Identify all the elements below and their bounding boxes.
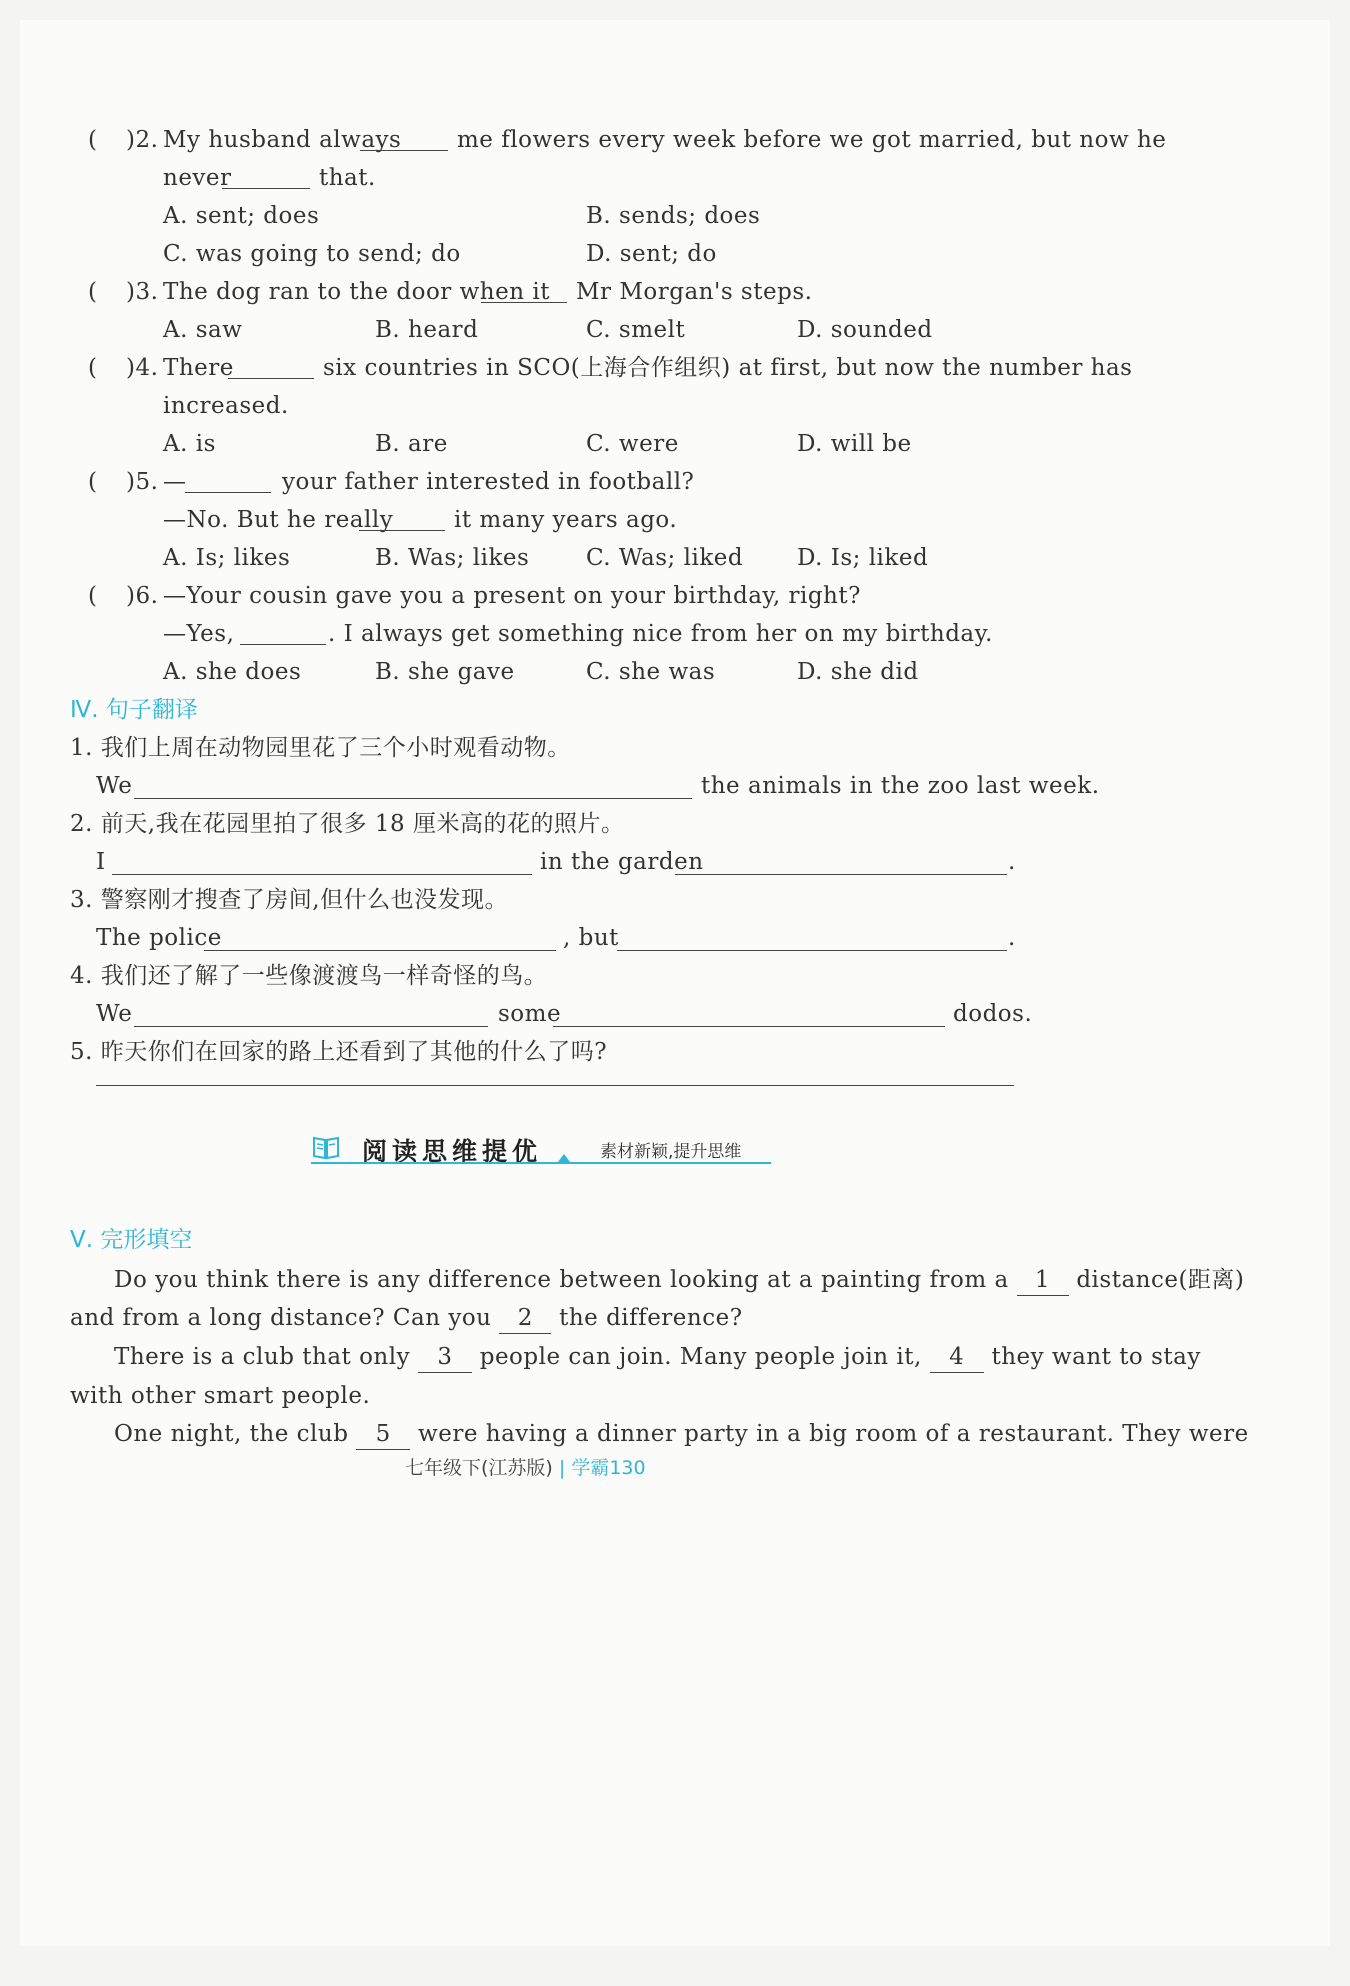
translation-text: , but xyxy=(563,925,619,951)
translation-prompt: 1. 我们上周在动物园里花了三个小时观看动物。 xyxy=(70,735,571,761)
answer-paren: ( xyxy=(88,469,97,495)
option-a[interactable]: A. saw xyxy=(163,317,243,343)
answer-blank[interactable] xyxy=(481,280,567,303)
question-number: )6. xyxy=(126,583,159,609)
question-text: six countries in SCO(上海合作组织) at first, but now the number has xyxy=(323,355,1133,381)
question-text: —Your cousin gave you a present on your birthday, right? xyxy=(163,583,861,609)
question-text: —Yes, xyxy=(163,621,235,647)
question-text: your father interested in football? xyxy=(282,469,695,495)
cloze-blank[interactable]: 2 xyxy=(499,1303,551,1334)
translation-text: the animals in the zoo last week. xyxy=(701,773,1100,799)
option-d[interactable]: D. sounded xyxy=(797,317,933,343)
answer-line[interactable] xyxy=(204,950,556,951)
question-number: )3. xyxy=(126,279,159,305)
cloze-blank[interactable]: 1 xyxy=(1017,1265,1069,1296)
option-d[interactable]: D. will be xyxy=(797,431,912,457)
translation-text: We xyxy=(96,773,133,799)
workbook-page xyxy=(20,20,1330,1946)
question-text: never xyxy=(163,165,232,191)
cloze-text: Do you think there is any difference between looking at a painting from a xyxy=(114,1267,1009,1293)
cloze-text: the difference? xyxy=(559,1305,743,1331)
banner-title: 阅读思维提优 xyxy=(362,1137,543,1166)
cloze-text: they want to stay xyxy=(991,1344,1201,1370)
option-d[interactable]: D. she did xyxy=(797,659,919,685)
option-b[interactable]: B. sends; does xyxy=(586,203,761,229)
option-c[interactable]: C. she was xyxy=(586,659,716,685)
option-b[interactable]: B. heard xyxy=(375,317,479,343)
answer-paren: ( xyxy=(88,583,97,609)
question-text: —No. But he really xyxy=(163,507,394,533)
cloze-text: were having a dinner party in a big room of a restaurant. They were xyxy=(418,1421,1249,1447)
answer-blank[interactable] xyxy=(185,470,271,493)
question-text: . I always get something nice from her on my birthday. xyxy=(328,621,993,647)
answer-blank[interactable] xyxy=(228,356,314,379)
option-c[interactable]: C. was going to send; do xyxy=(163,241,461,267)
translation-text: some xyxy=(498,1001,562,1027)
footer-brand: 学霸 xyxy=(571,1457,610,1479)
translation-text: . xyxy=(1008,925,1016,951)
question-number: )5. xyxy=(126,469,159,495)
cloze-text: There is a club that only xyxy=(114,1344,411,1370)
question-text: Mr Morgan's steps. xyxy=(576,279,813,305)
option-b[interactable]: B. are xyxy=(375,431,448,457)
translation-text: . xyxy=(1008,849,1016,875)
cloze-line xyxy=(70,1381,370,1411)
option-d[interactable]: D. Is; liked xyxy=(797,545,929,571)
page-footer xyxy=(405,1453,646,1480)
section-heading: Ⅴ. 完形填空 xyxy=(70,1227,193,1253)
option-b[interactable]: B. she gave xyxy=(375,659,515,685)
answer-paren: ( xyxy=(88,127,97,153)
option-c[interactable]: C. were xyxy=(586,431,679,457)
cloze-text: and from a long distance? Can you xyxy=(70,1305,492,1331)
answer-line[interactable] xyxy=(553,1026,945,1027)
option-c[interactable]: C. smelt xyxy=(586,317,686,343)
option-a[interactable]: A. she does xyxy=(163,659,302,685)
answer-line[interactable] xyxy=(134,1026,488,1027)
cloze-text: people can join. Many people join it, xyxy=(479,1344,922,1370)
cloze-line xyxy=(114,1342,1201,1373)
option-a[interactable]: A. sent; does xyxy=(163,203,320,229)
banner-subtitle: 素材新颖,提升思维 xyxy=(600,1142,742,1162)
question-text: My husband always xyxy=(163,127,402,153)
option-c[interactable]: C. Was; liked xyxy=(586,545,744,571)
answer-line[interactable] xyxy=(675,874,1007,875)
cloze-blank[interactable]: 5 xyxy=(356,1419,410,1450)
question-text: increased. xyxy=(163,393,289,419)
translation-text: I xyxy=(96,849,106,875)
answer-blank[interactable] xyxy=(360,128,448,151)
translation-text: dodos. xyxy=(953,1001,1033,1027)
cloze-text: One night, the club xyxy=(114,1421,349,1447)
answer-line[interactable] xyxy=(134,798,692,799)
translation-prompt: 4. 我们还了解了一些像渡渡鸟一样奇怪的鸟。 xyxy=(70,963,548,989)
cloze-blank[interactable]: 3 xyxy=(418,1342,472,1373)
answer-line[interactable] xyxy=(617,950,1007,951)
question-text: — xyxy=(163,469,187,495)
banner-underline xyxy=(311,1162,771,1164)
option-a[interactable]: A. is xyxy=(163,431,216,457)
option-d[interactable]: D. sent; do xyxy=(586,241,717,267)
answer-blank[interactable] xyxy=(222,166,310,189)
footer-separator: | xyxy=(558,1457,566,1479)
option-a[interactable]: A. Is; likes xyxy=(163,545,291,571)
cloze-text: distance(距离) xyxy=(1076,1267,1245,1293)
question-number: )2. xyxy=(126,127,159,153)
cloze-blank[interactable]: 4 xyxy=(930,1342,984,1373)
book-icon xyxy=(311,1132,341,1162)
translation-text: We xyxy=(96,1001,133,1027)
banner-marker xyxy=(558,1154,570,1162)
answer-paren: ( xyxy=(88,279,97,305)
question-number: )4. xyxy=(126,355,159,381)
question-text: it many years ago. xyxy=(454,507,678,533)
cloze-line xyxy=(114,1265,1244,1296)
translation-prompt: 2. 前天,我在花园里拍了很多 18 厘米高的花的照片。 xyxy=(70,811,625,837)
translation-prompt: 5. 昨天你们在回家的路上还看到了其他的什么了吗? xyxy=(70,1039,608,1065)
question-text: me flowers every week before we got married, but now he xyxy=(457,127,1167,153)
page-number: 130 xyxy=(609,1457,646,1479)
translation-text: in the garden xyxy=(540,849,704,875)
question-text: that. xyxy=(319,165,376,191)
cloze-line xyxy=(114,1419,1249,1450)
answer-line[interactable] xyxy=(112,874,532,875)
cloze-line xyxy=(70,1303,743,1334)
cloze-text: with other smart people. xyxy=(70,1383,371,1409)
translation-text: The police xyxy=(96,925,222,951)
translation-prompt: 3. 警察刚才搜查了房间,但什么也没发现。 xyxy=(70,887,509,913)
answer-paren: ( xyxy=(88,355,97,381)
option-b[interactable]: B. Was; likes xyxy=(375,545,530,571)
question-text: The dog ran to the door when it xyxy=(163,279,550,305)
answer-line[interactable] xyxy=(96,1085,1014,1086)
answer-blank[interactable] xyxy=(359,508,445,531)
question-text: There xyxy=(163,355,234,381)
answer-blank[interactable] xyxy=(240,622,326,645)
section-heading: Ⅳ. 句子翻译 xyxy=(70,697,198,723)
footer-grade: 七年级下(江苏版) xyxy=(405,1457,553,1479)
